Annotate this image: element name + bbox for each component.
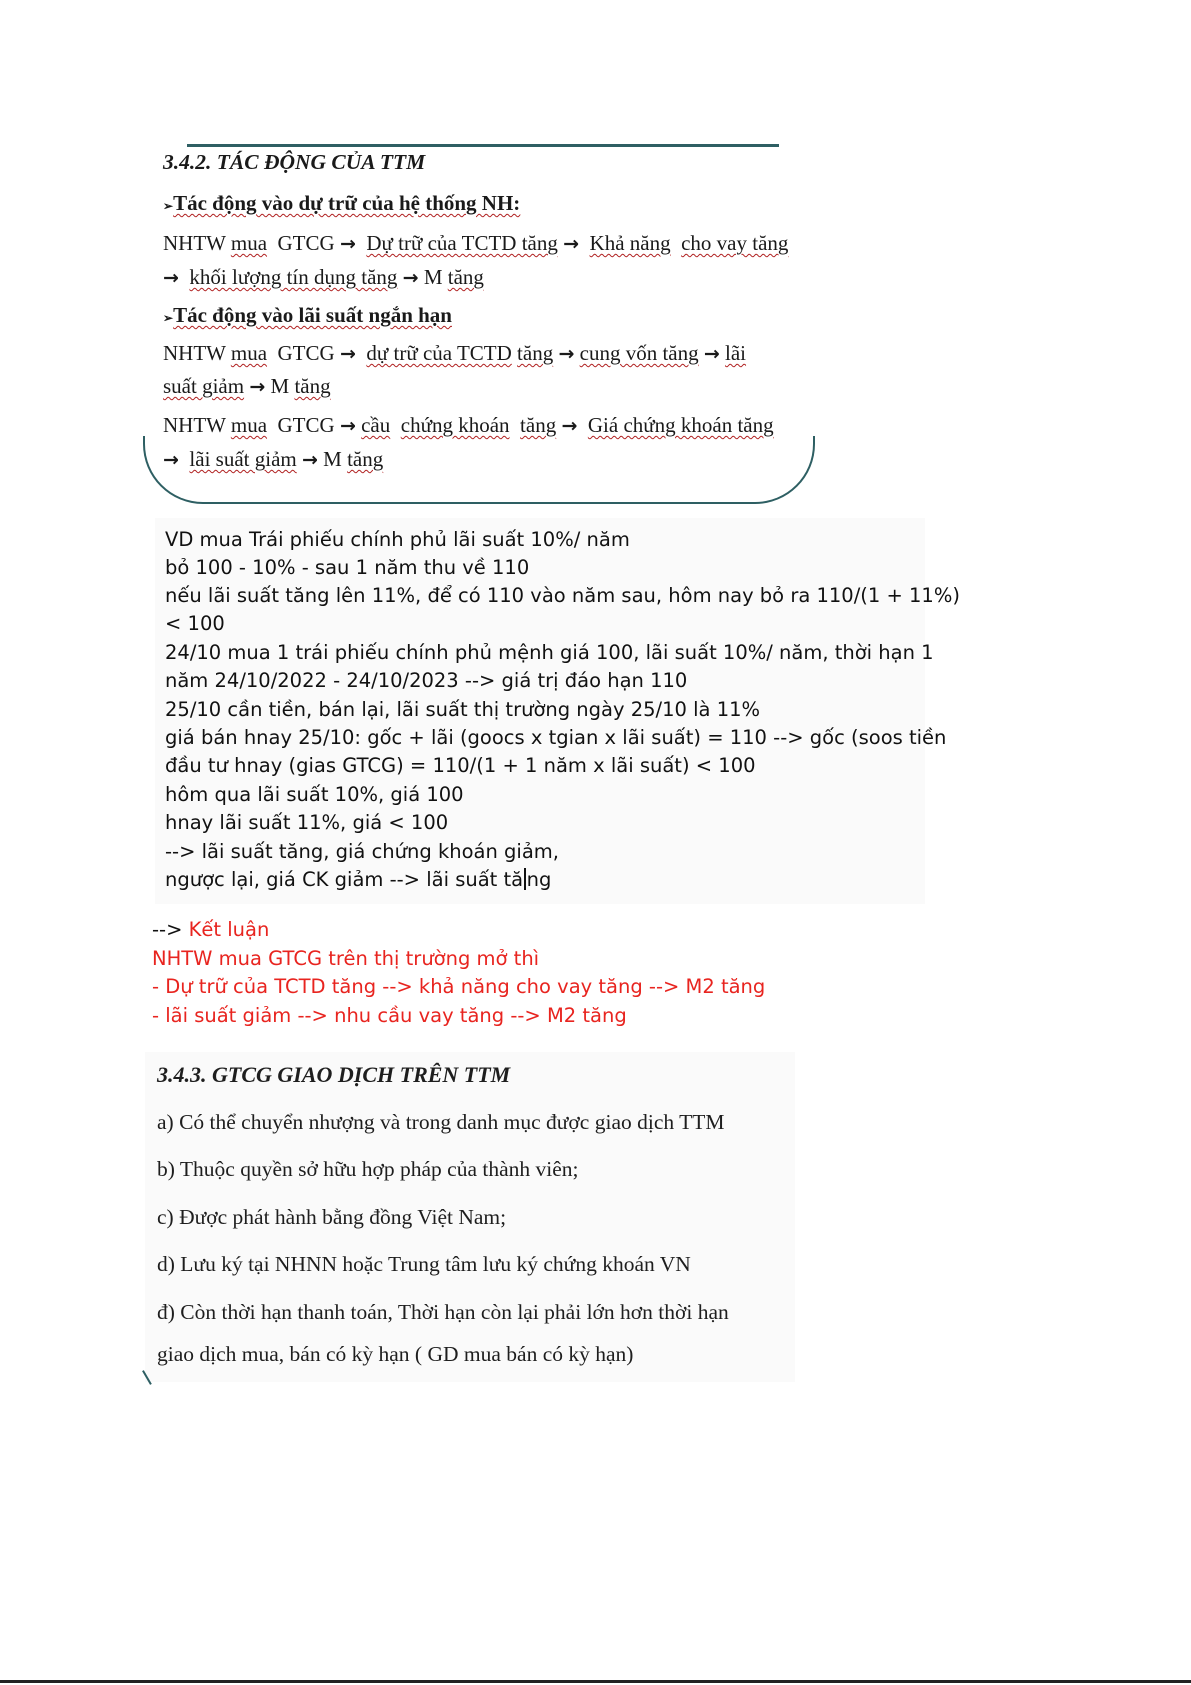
- note-line: năm 24/10/2022 - 24/10/2023 --> giá trị đáo hạn 110: [165, 669, 688, 692]
- criteria-item: đ) Còn thời hạn thanh toán, Thời hạn còn lại phải lớn hơn thời hạn: [157, 1300, 729, 1324]
- notes-block: [155, 518, 960, 904]
- note-line: nếu lãi suất tăng lên 11%, để có 110 vào năm sau, hôm nay bỏ ra 110/(1 + 11%): [165, 584, 960, 607]
- criteria-item: b) Thuộc quyền sở hữu hợp pháp của thành viên;: [157, 1157, 579, 1181]
- note-line-last: ngược lại, giá CK giảm --> lãi suất tă ng: [165, 868, 552, 891]
- criteria-item: a) Có thể chuyển nhượng và trong danh mục được giao dịch TTM: [157, 1110, 725, 1134]
- criteria-item: c) Được phát hành bằng đồng Việt Nam;: [157, 1205, 507, 1229]
- heading-reserves: ➢Tác động vào dự trữ của hệ thống NH:: [163, 191, 521, 215]
- note-line: giá bán hnay 25/10: gốc + lãi (goocs x tgian x lãi suất) = 110 --> gốc (soos tiền: [165, 726, 947, 749]
- section-3-4-3: [145, 1052, 795, 1382]
- conclusion-block: [145, 918, 766, 1038]
- line-4: suất giảm → M tăng: [163, 374, 331, 398]
- conclusion-heading: --> Kết luận: [152, 918, 270, 941]
- page-bottom-rule: [0, 1680, 1191, 1683]
- text-cursor: [524, 868, 526, 890]
- bullet-icon: ➢: [163, 199, 174, 213]
- note-line: 25/10 cần tiền, bán lại, lãi suất thị trường ngày 25/10 là 11%: [165, 698, 761, 721]
- note-line: bỏ 100 - 10% - sau 1 năm thu về 110: [165, 556, 530, 579]
- note-line: hôm qua lãi suất 10%, giá 100: [165, 783, 464, 806]
- note-line: hnay lãi suất 11%, giá < 100: [165, 811, 449, 834]
- bullet-icon: ➢: [163, 311, 174, 325]
- conclusion-line: NHTW mua GTCG trên thị trường mở thì: [152, 947, 540, 970]
- note-line: đầu tư hnay (gias GTCG) = 110/(1 + 1 năm x lãi suất) < 100: [165, 754, 756, 777]
- note-line: VD mua Trái phiếu chính phủ lãi suất 10%/ năm: [165, 528, 630, 551]
- top-rule: [187, 144, 779, 147]
- section-title: 3.4.2. TÁC ĐỘNG CỦA TTM: [163, 150, 426, 174]
- heading-interest: ➢Tác động vào lãi suất ngắn hạn: [163, 303, 452, 327]
- note-line: 24/10 mua 1 trái phiếu chính phủ mệnh giá 100, lãi suất 10%/ năm, thời hạn 1: [165, 641, 934, 664]
- conclusion-line: - lãi suất giảm --> nhu cầu vay tăng --> M2 tăng: [152, 1004, 627, 1027]
- note-line: --> lãi suất tăng, giá chứng khoán giảm,: [165, 840, 559, 863]
- criteria-item: d) Lưu ký tại NHNN hoặc Trung tâm lưu ký chứng khoán VN: [157, 1252, 691, 1276]
- conclusion-line: - Dự trữ của TCTD tăng --> khả năng cho vay tăng --> M2 tăng: [152, 975, 766, 998]
- note-line: < 100: [165, 612, 225, 635]
- line-5: NHTW mua GTCG → cầu chứng khoán tăng → Giá chứng khoán tăng: [163, 413, 774, 437]
- line-3: NHTW mua GTCG → dự trữ của TCTD tăng → cung vốn tăng → lãi: [163, 341, 747, 365]
- section-title: 3.4.3. GTCG GIAO DỊCH TRÊN TTM: [157, 1062, 511, 1087]
- criteria-item: giao dịch mua, bán có kỳ hạn ( GD mua bán có kỳ hạn): [157, 1342, 634, 1366]
- line-2: → khối lượng tín dụng tăng → M tăng: [163, 265, 484, 289]
- line-1: NHTW mua GTCG → Dự trữ của TCTD tăng → Khả năng cho vay tăng: [163, 231, 789, 255]
- section-3-4-2: [145, 136, 813, 504]
- line-6: → lãi suất giảm → M tăng: [163, 447, 384, 471]
